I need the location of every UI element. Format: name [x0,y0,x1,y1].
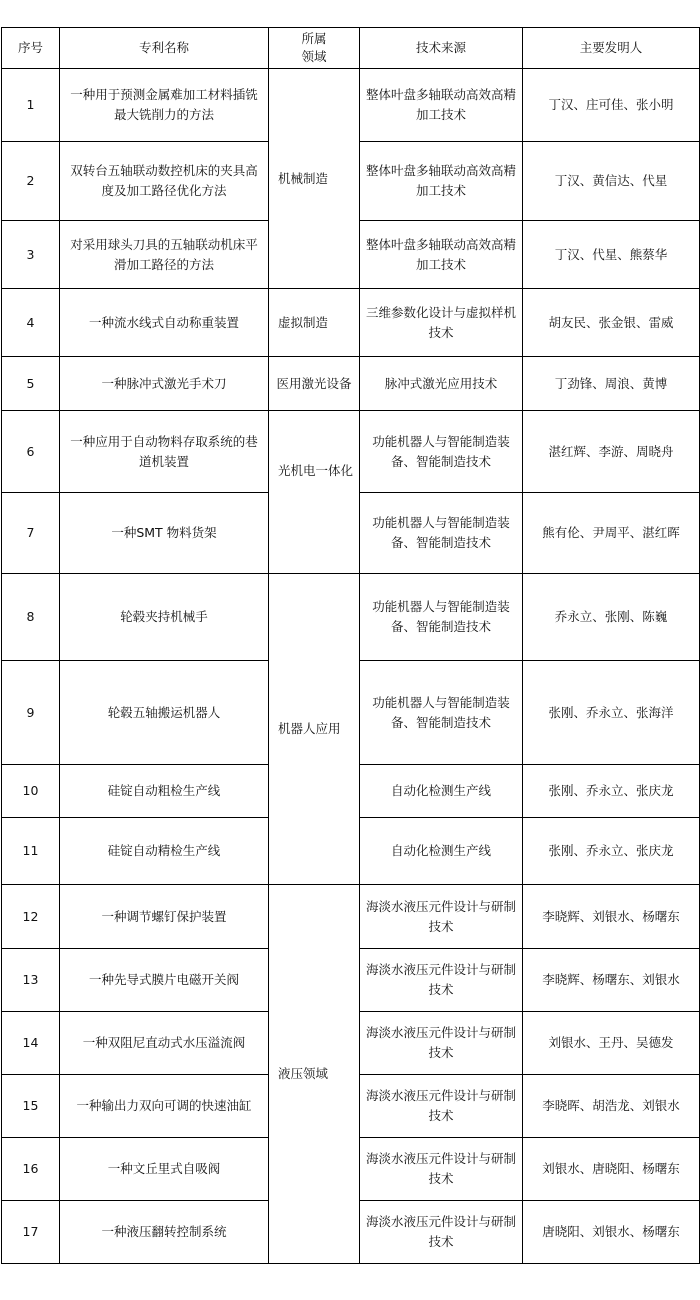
tech-source: 海淡水液压元件设计与研制技术 [360,1075,523,1138]
table-row [2,574,700,661]
inventors: 唐晓阳、刘银水、杨曙东 [523,1201,700,1264]
row-no: 2 [2,142,60,221]
inventors: 刘银水、唐晓阳、杨曙东 [523,1138,700,1201]
inventors: 胡友民、张金银、雷威 [523,289,700,357]
patent-name: 一种应用于自动物料存取系统的巷道机装置 [60,411,269,493]
row-no: 16 [2,1138,60,1201]
inventors: 乔永立、张刚、陈巍 [523,574,700,661]
header-row [2,28,700,69]
field-cell: 机器人应用 [269,574,360,885]
row-no: 14 [2,1012,60,1075]
patent-name: 一种用于预测金属难加工材料插铣最大铣削力的方法 [60,69,269,142]
patent-name: 一种流水线式自动称重装置 [60,289,269,357]
field-cell: 光机电一体化 [269,411,360,574]
row-no: 4 [2,289,60,357]
inventors: 李晓辉、刘银水、杨曙东 [523,885,700,949]
patent-name: 一种调节螺钉保护装置 [60,885,269,949]
tech-source: 海淡水液压元件设计与研制技术 [360,949,523,1012]
tech-source: 脉冲式激光应用技术 [360,357,523,411]
patent-name: 双转台五轴联动数控机床的夹具高度及加工路径优化方法 [60,142,269,221]
inventors: 丁汉、黄信达、代星 [523,142,700,221]
patent-name: 一种液压翻转控制系统 [60,1201,269,1264]
patent-name: 一种脉冲式激光手术刀 [60,357,269,411]
tech-source: 功能机器人与智能制造装备、智能制造技术 [360,493,523,574]
inventors: 熊有伦、尹周平、湛红晖 [523,493,700,574]
patent-name: 硅锭自动精检生产线 [60,818,269,885]
patent-name: 轮毂夹持机械手 [60,574,269,661]
field-cell: 医用激光设备 [269,357,360,411]
patent-name: 一种SMT 物料货架 [60,493,269,574]
tech-source: 功能机器人与智能制造装备、智能制造技术 [360,574,523,661]
inventors: 湛红辉、李游、周晓舟 [523,411,700,493]
tech-source: 海淡水液压元件设计与研制技术 [360,1201,523,1264]
row-no: 10 [2,765,60,818]
tech-source: 整体叶盘多轴联动高效高精加工技术 [360,69,523,142]
tech-source: 功能机器人与智能制造装备、智能制造技术 [360,411,523,493]
table-row [2,69,700,142]
row-no: 1 [2,69,60,142]
field-cell: 液压领域 [269,885,360,1264]
row-no: 12 [2,885,60,949]
patent-name: 一种先导式膜片电磁开关阀 [60,949,269,1012]
header-field: 所属 领域 [269,28,360,69]
tech-source: 海淡水液压元件设计与研制技术 [360,885,523,949]
inventors: 张刚、乔永立、张庆龙 [523,818,700,885]
tech-source: 整体叶盘多轴联动高效高精加工技术 [360,221,523,289]
inventors: 李晓晖、胡浩龙、刘银水 [523,1075,700,1138]
header-no: 序号 [2,28,60,69]
row-no: 15 [2,1075,60,1138]
patent-table [1,27,700,1264]
table-row [2,885,700,949]
patent-name: 一种输出力双向可调的快速油缸 [60,1075,269,1138]
row-no: 9 [2,661,60,765]
inventors: 张刚、乔永立、张海洋 [523,661,700,765]
tech-source: 自动化检测生产线 [360,765,523,818]
inventors: 丁劲锋、周浪、黄博 [523,357,700,411]
tech-source: 海淡水液压元件设计与研制技术 [360,1012,523,1075]
tech-source: 整体叶盘多轴联动高效高精加工技术 [360,142,523,221]
row-no: 11 [2,818,60,885]
inventors: 李晓辉、杨曙东、刘银水 [523,949,700,1012]
inventors: 刘银水、王丹、吴德发 [523,1012,700,1075]
table-row [2,357,700,411]
inventors: 丁汉、庄可佳、张小明 [523,69,700,142]
patent-name: 一种文丘里式自吸阀 [60,1138,269,1201]
inventors: 丁汉、代星、熊蔡华 [523,221,700,289]
field-cell: 虚拟制造 [269,289,360,357]
row-no: 5 [2,357,60,411]
inventors: 张刚、乔永立、张庆龙 [523,765,700,818]
patent-name: 对采用球头刀具的五轴联动机床平滑加工路径的方法 [60,221,269,289]
patent-name: 一种双阻尼直动式水压溢流阀 [60,1012,269,1075]
tech-source: 功能机器人与智能制造装备、智能制造技术 [360,661,523,765]
row-no: 13 [2,949,60,1012]
patent-name: 硅锭自动粗检生产线 [60,765,269,818]
header-name: 专利名称 [60,28,269,69]
header-source: 技术来源 [360,28,523,69]
table-row [2,289,700,357]
patent-name: 轮毂五轴搬运机器人 [60,661,269,765]
header-inventors: 主要发明人 [523,28,700,69]
table-row [2,411,700,493]
row-no: 6 [2,411,60,493]
field-cell: 机械制造 [269,69,360,289]
row-no: 8 [2,574,60,661]
tech-source: 三维参数化设计与虚拟样机技术 [360,289,523,357]
row-no: 17 [2,1201,60,1264]
tech-source: 海淡水液压元件设计与研制技术 [360,1138,523,1201]
row-no: 3 [2,221,60,289]
tech-source: 自动化检测生产线 [360,818,523,885]
row-no: 7 [2,493,60,574]
